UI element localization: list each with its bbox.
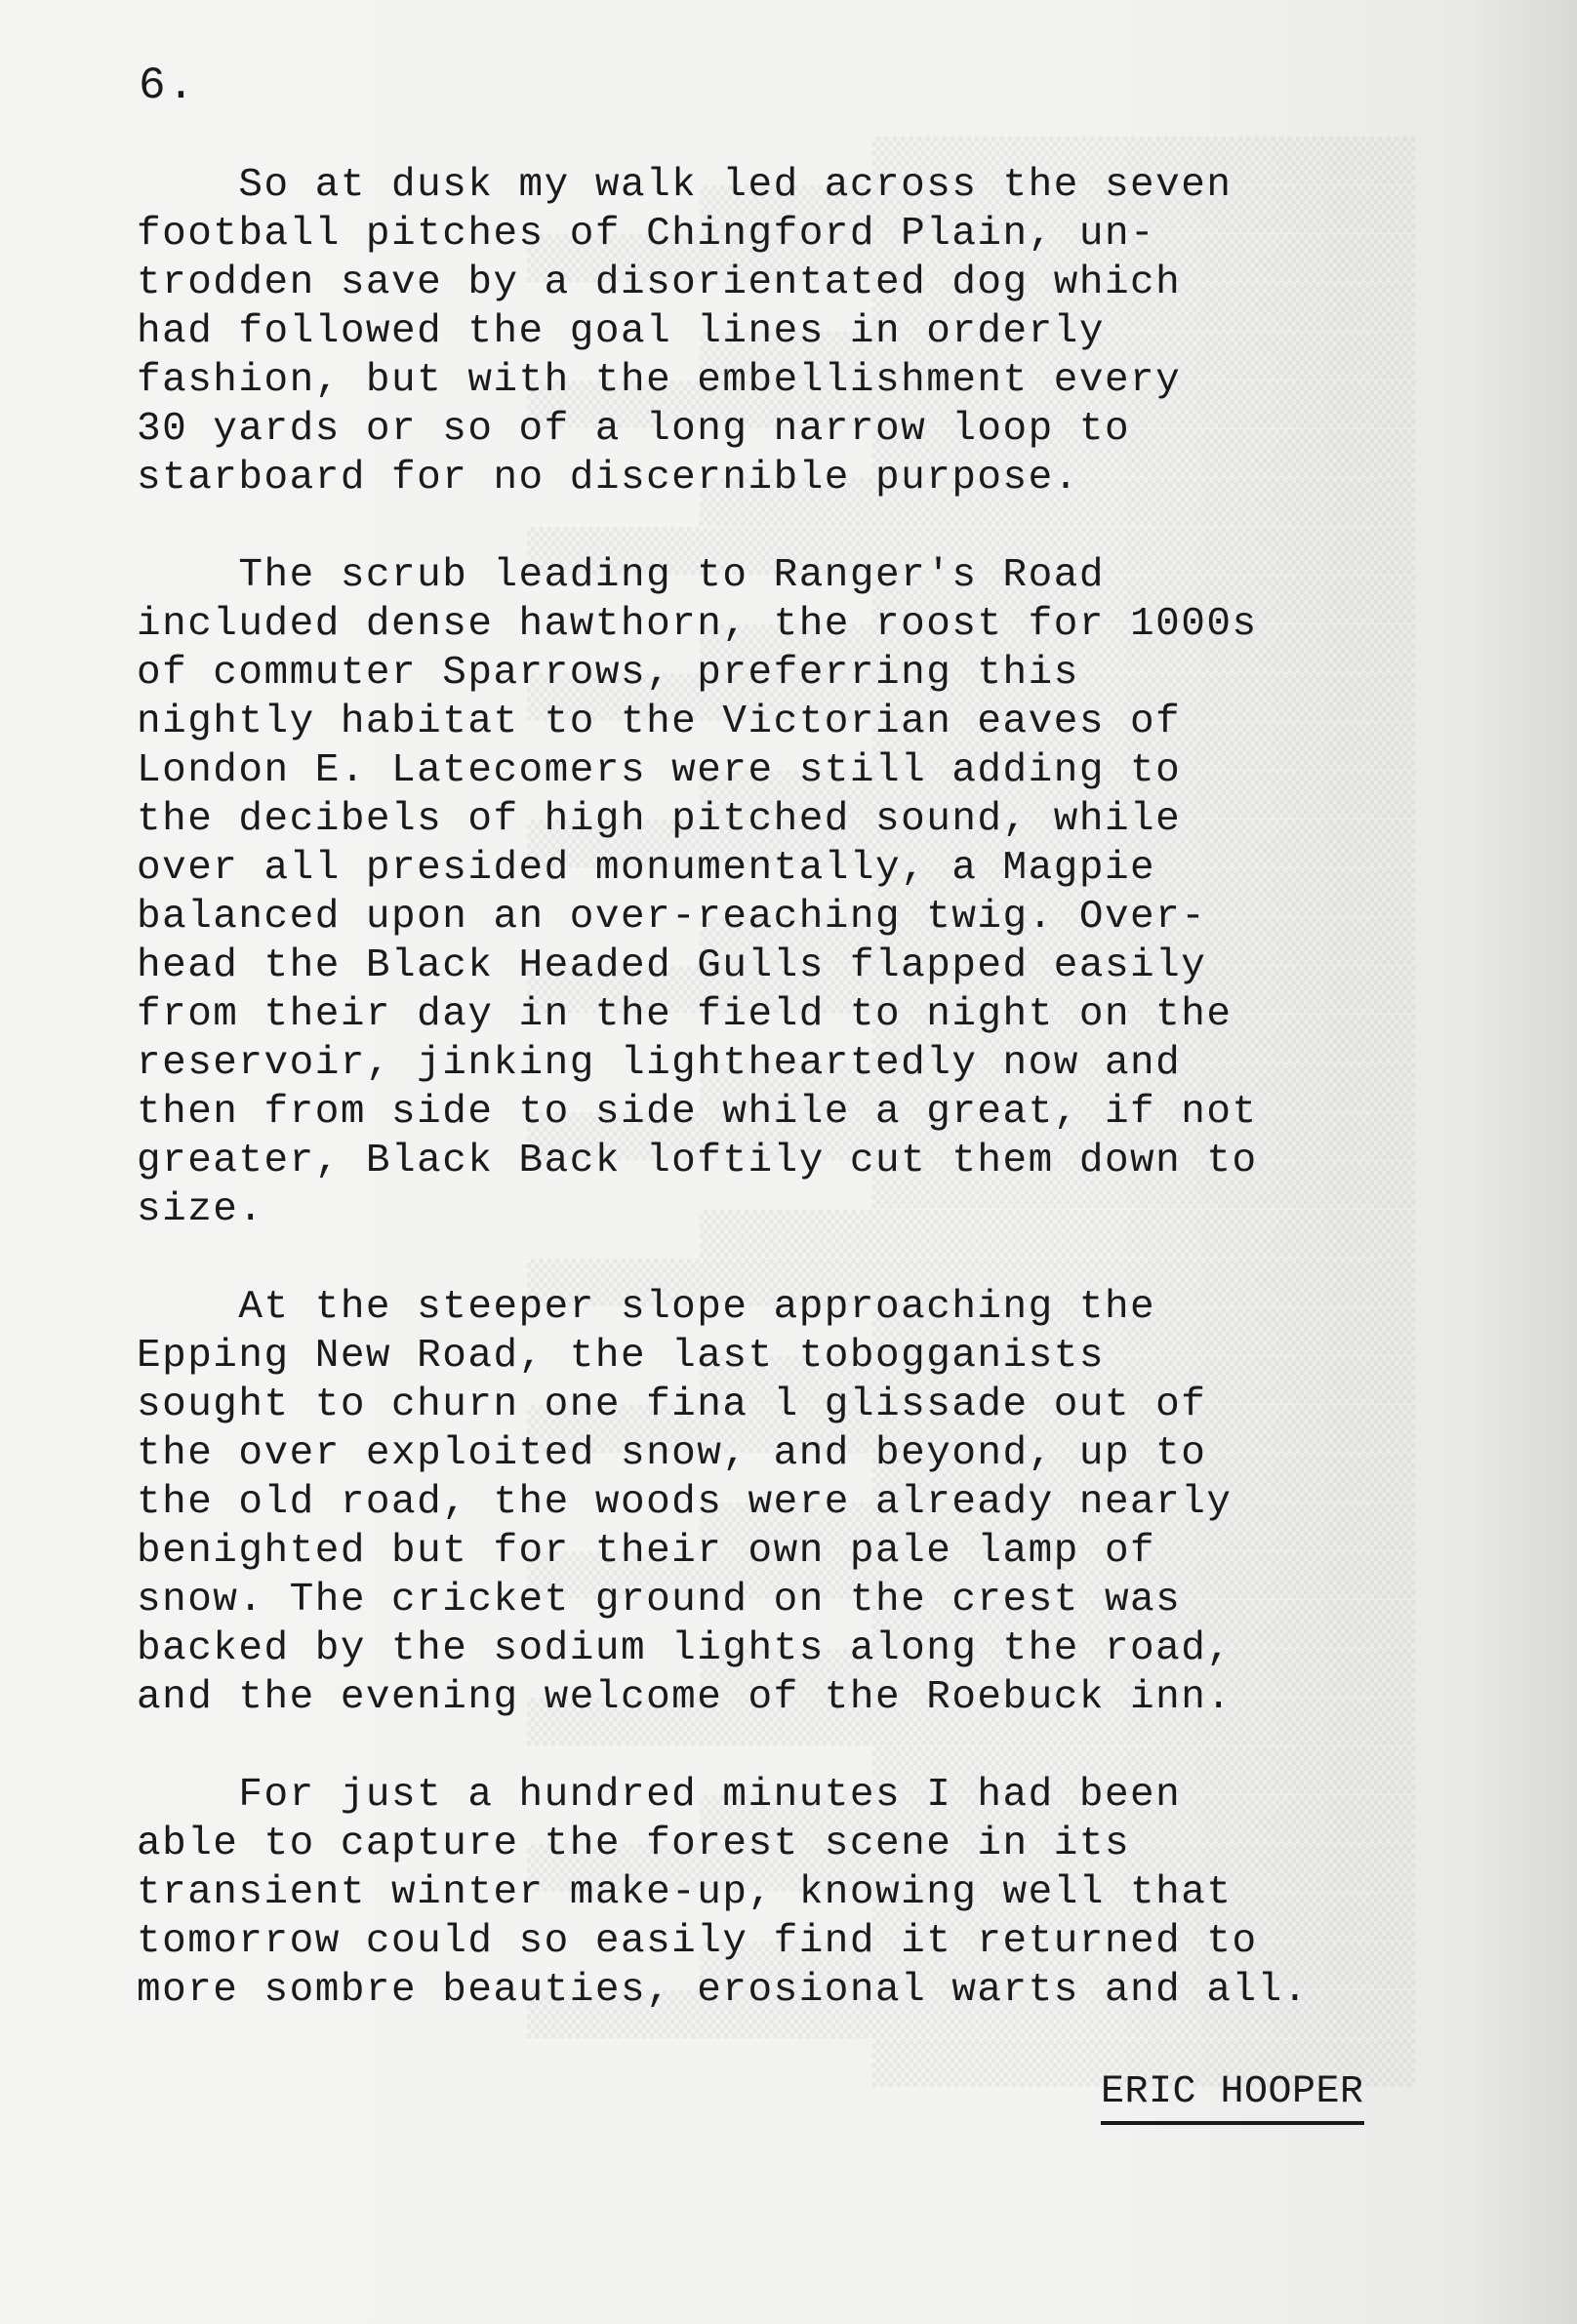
text-line: tomorrow could so easily find it returned to [137,1919,1258,1964]
text-line: transient winter make-up, knowing well that [137,1870,1233,1915]
text-line: backed by the sodium lights along the road, [137,1626,1233,1671]
text-line: At the steeper slope approaching the [137,1285,1156,1330]
text-line: of commuter Sparrows, preferring this [137,651,1079,696]
text-line: and the evening welcome of the Roebuck inn. [137,1675,1233,1720]
text-line: 30 yards or so of a long narrow loop to [137,407,1131,452]
text-line: balanced upon an over-reaching twig. Over- [137,895,1207,940]
paragraph-4 [137,1771,1464,2015]
text-line: over all presided monumentally, a Magpie [137,846,1156,891]
text-line: from their day in the field to night on the [137,992,1233,1037]
paragraph-3 [137,1283,1464,1722]
text-line: The scrub leading to Ranger's Road [137,553,1105,598]
text-line: For just a hundred minutes I had been [137,1773,1182,1818]
author-signature: ERIC HOOPER [1101,2066,1364,2125]
text-line: fashion, but with the embellishment every [137,358,1182,403]
text-line: more sombre beauties, erosional warts and all. [137,1968,1309,2013]
text-line: nightly habitat to the Victorian eaves of [137,700,1182,744]
paragraph-1 [137,161,1464,502]
text-line: included dense hawthorn, the roost for 1000s [137,602,1258,647]
text-line: reservoir, jinking lightheartedly now and [137,1041,1182,1086]
text-line: then from side to side while a great, if not [137,1090,1258,1135]
text-line: the decibels of high pitched sound, while [137,797,1182,842]
paragraph-2 [137,551,1464,1234]
text-line: trodden save by a disorientated dog which [137,260,1182,305]
text-line: the old road, the woods were already nearly [137,1480,1233,1525]
text-line: head the Black Headed Gulls flapped easily [137,943,1207,988]
text-line: snow. The cricket ground on the crest was [137,1578,1182,1623]
text-line: size. [137,1187,264,1232]
text-line: London E. Latecomers were still adding to [137,748,1182,793]
text-line: sought to churn one fina l glissade out of [137,1382,1207,1427]
text-line: had followed the goal lines in orderly [137,309,1105,354]
text-line: able to capture the forest scene in its [137,1822,1131,1866]
text-line: the over exploited snow, and beyond, up to [137,1431,1207,1476]
page-number: 6. [139,60,197,111]
text-line: benighted but for their own pale lamp of [137,1529,1156,1574]
text-line: So at dusk my walk led across the seven [137,163,1233,208]
text-line: football pitches of Chingford Plain, un- [137,212,1156,257]
article-body [137,161,1464,2064]
text-line: Epping New Road, the last tobogganists [137,1334,1105,1379]
text-line: starboard for no discernible purpose. [137,456,1079,501]
text-line: greater, Black Back loftily cut them down to [137,1139,1258,1183]
